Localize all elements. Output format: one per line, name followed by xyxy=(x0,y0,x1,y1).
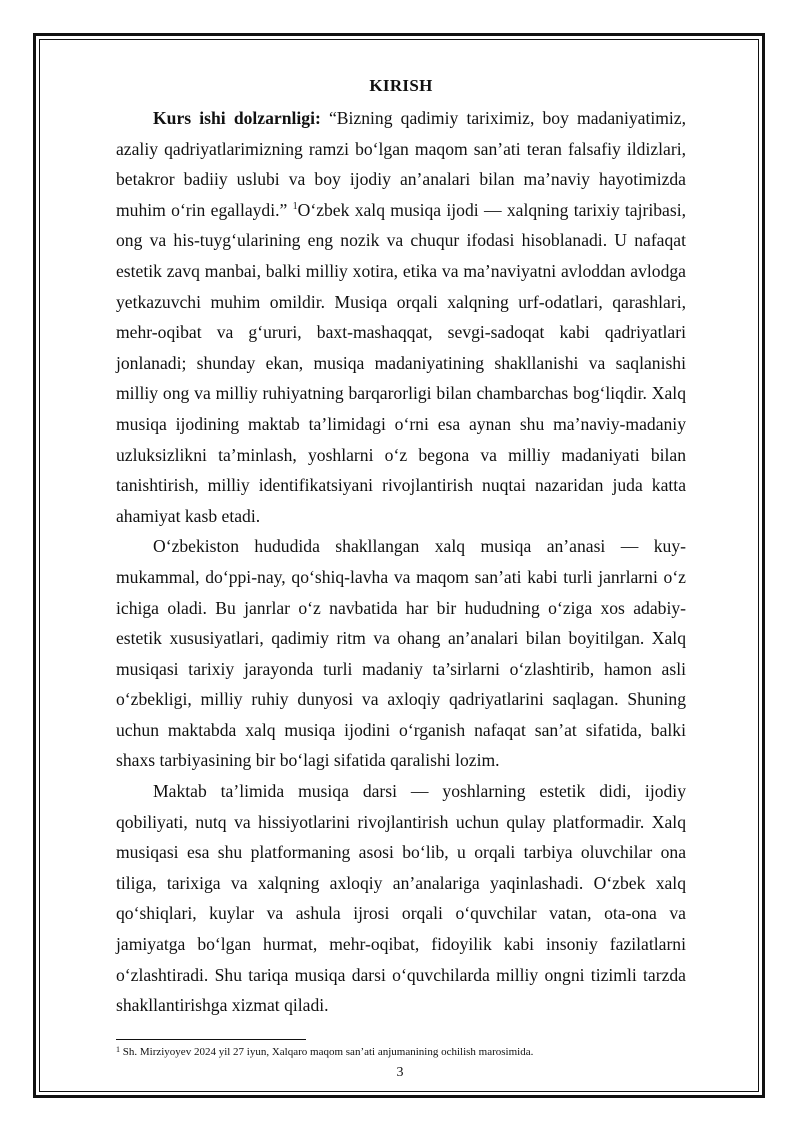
section-title: KIRISH xyxy=(369,76,433,95)
paragraph-3: Maktab ta’limida musiqa darsi — yoshlarning estetik didi, ijodiy qobiliyati, nutq va hissiyotlarini rivojlantirish uchun qulay platformadir. Xalq musiqasi esa shu platformaning asosi bo‘lib, u orqali tarbiya oluvchilar ona tiliga, tarixiga va xalqning axloqiy an’analariga yaqinlashadi. O‘zbek xalq qo‘shiqlari, kuylar va ashula ijrosi orqali o‘quvchilar vatan, ota-ona va jamiyatga bo‘lgan hurmat, mehr-oqibat, fidoyilik kabi insoniy fazilatlarni o‘zlashtiradi. Shu tariqa musiqa darsi o‘quvchilarda milliy ongni tizimli tarzda shakllantirishga xizmat qiladi. xyxy=(116,781,686,1016)
paragraph-1 xyxy=(116,103,686,531)
footnote-separator xyxy=(116,1039,306,1040)
paragraph-text: O‘zbek xalq musiqa ijodi — xalqning tarixiy tajribasi, ong va his-tuyg‘ularining eng nozik va chuqur ifodasi hisoblanadi. U nafaqat estetik zavq manbai, balki milliy xotira, etika va ma’naviyatni avloddan avlodga yetkazuvchi muhim omildir. Musiqa orqali xalqning urf-odatlari, qarashlari, mehr-oqibat va g‘ururi, baxt-mashaqqat, sevgi-sadoqat kabi qadriyatlari jonlanadi; shunday ekan, musiqa madaniyatining shakllanishi va saqlanishi milliy ong va milliy ruhiyatning barqarorligi bilan chambarchas bog‘liqdir. Xalq musiqa ijodining maktab ta’limidagi o‘rni esa aynan shu ma’naviy-madaniy uzluksizlikni ta’minlash, yoshlarni o‘z begona va milliy madaniyati bilan tanishtirish, milliy identifikatsiyani rivojlantirish nuqtai nazaridan juda katta ahamiyat kasb etadi. xyxy=(116,199,686,526)
quote-text: “Bizning qadimiy tariximiz, boy madaniyatimiz, azaliy qadriyatlarimizning ramzi bo‘lgan maqom san’ati teran falsafiy ildizlari, betakror badiiy uslubi va boy ijodiy an’analari bilan ma’naviy hayotimizda muhim o‘rin egallaydi.” xyxy=(116,108,686,220)
paragraph-2: O‘zbekiston hududida shakllangan xalq musiqa an’anasi — kuy-mukammal, do‘ppi-nay, qo‘shiq-lavha va maqom san’ati kabi turli janrlarni o‘z ichiga oladi. Bu janrlar o‘z navbatida har bir hududning o‘ziga xos adabiy-estetik xususiyatlari, qadimiy ritm va ohang an’analari bilan boyitilgan. Xalq musiqasi tarixiy jarayonda turli madaniy ta’sirlarni o‘zlashtirib, hamon asli o‘zbekligi, milliy ruhiy dunyosi va axloqiy qadriyatlarini saqlagan. Shuning uchun maktabda xalq musiqa ijodini o‘rganish nafaqat san’at sifatida, balki shaxs tarbiyasining bir bo‘lagi sifatida qaralishi lozim. xyxy=(116,536,686,771)
document-body xyxy=(116,74,686,1021)
footnote xyxy=(116,1045,686,1059)
page-number: 3 xyxy=(396,1065,404,1080)
footnote-reference: 1 xyxy=(292,200,298,212)
paragraph-lead: Kurs ishi dolzarnligi: xyxy=(153,108,321,128)
footnote-text: Sh. Mirziyoyev 2024 yil 27 iyun, Xalqaro maqom san’ati anjumanining ochilish marosimida. xyxy=(120,1046,534,1058)
footnote-marker: 1 xyxy=(116,1045,120,1054)
